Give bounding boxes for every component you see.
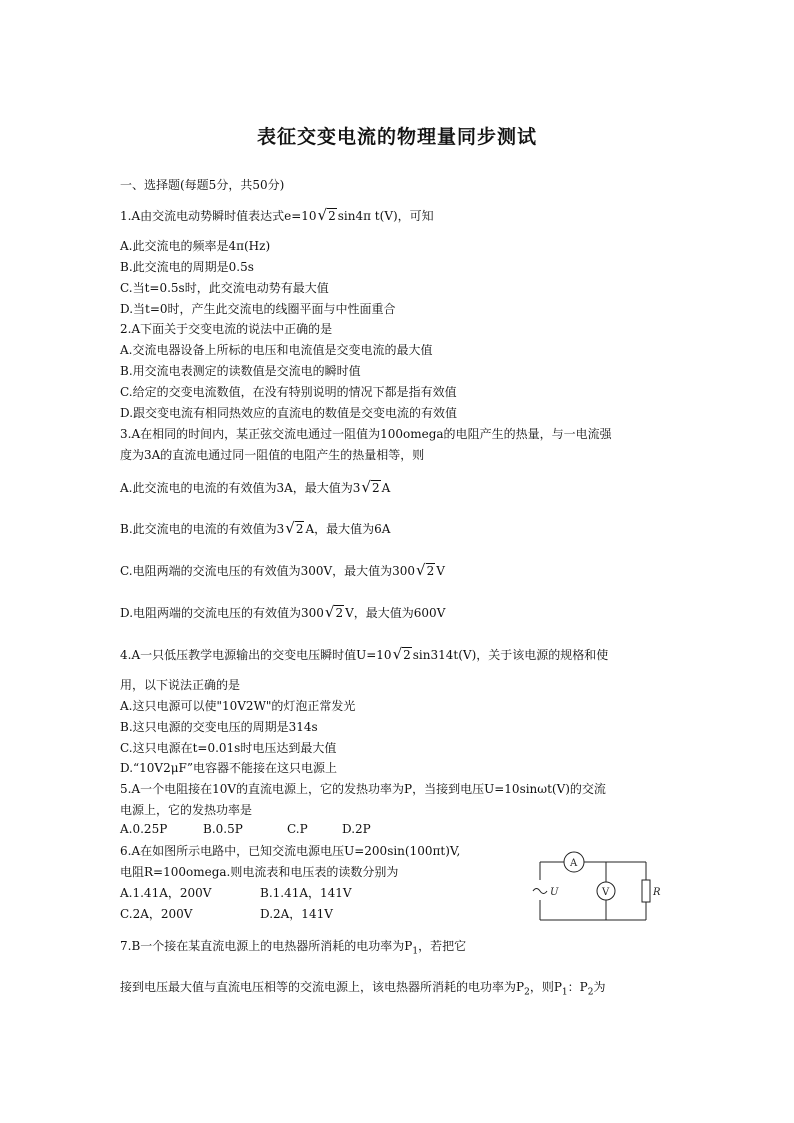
q3-option-c-text-before: C.电阻两端的交流电压的有效值为300V，最大值为300 (120, 564, 416, 578)
sqrt-radicand: 2 (426, 564, 435, 578)
q3-option-c (120, 561, 445, 579)
sqrt-symbol: √2 (324, 603, 344, 621)
q4-stem-line1 (120, 645, 608, 663)
q6-options-row2 (120, 905, 333, 922)
q3-option-b-text-before: B.此交流电的电流的有效值为3 (120, 522, 285, 536)
q1-option-a: A.此交流电的频率是4π(Hz) (120, 239, 271, 253)
q3-option-d-text-before: D.电阻两端的交流电压的有效值为300 (120, 606, 324, 620)
q3-option-a (120, 478, 390, 496)
q4-option-b: B.这只电源的交变电压的周期是314s (120, 720, 318, 734)
q5-option-b: B.0.5P (203, 822, 243, 836)
sqrt-radicand: 2 (328, 209, 336, 223)
q5-stem-line2: 电源上，它的发热功率是 (120, 803, 253, 817)
subscript: 2 (524, 987, 530, 998)
q2-option-b: B.用交流电表测定的读数值是交流电的瞬时值 (120, 364, 361, 378)
q3-option-c-text-after: V (436, 564, 445, 578)
q7-line2-colon: ：P (567, 980, 588, 994)
q2-option-a: A.交流电器设备上所标的电压和电流值是交变电流的最大值 (120, 343, 433, 357)
q6-option-c: C.2A，200V (120, 907, 193, 921)
q5-option-d: D.2P (342, 822, 371, 836)
circuit-diagram (524, 848, 670, 930)
q1-stem-text-before: 1.A由交流电动势瞬时值表达式e=10 (120, 209, 317, 223)
q6-stem-line1: 6.A在如图所示电路中，已知交流电源电压U=200sin(100πt)V, (120, 844, 461, 858)
q3-option-d (120, 603, 445, 621)
q2-option-d: D.跟交变电流有相同热效应的直流电的数值是交变电流的有效值 (120, 406, 458, 420)
q3-option-a-text-after: A (381, 481, 391, 495)
subscript: 1 (561, 987, 568, 998)
q7-line2-text: 接到电压最大值与直流电压相等的交流电源上，该电热器所消耗的电功率为P (120, 980, 525, 994)
subscript: 1 (412, 946, 419, 957)
q5-stem-line1: 5.A一个电阻接在10V的直流电源上，它的发热功率为P，当接到电压U=10sinωt(V)的交流 (120, 782, 606, 796)
q1-stem (120, 206, 434, 224)
q6-options-row1 (120, 884, 352, 901)
q2-stem: 2.A下面关于交变电流的说法中正确的是 (120, 322, 333, 336)
sqrt-symbol: √2 (392, 645, 411, 663)
section-heading: 一、选择题(每题5分，共50分) (120, 178, 285, 192)
q6-option-d: D.2A，141V (260, 907, 333, 921)
sqrt-symbol: √2 (416, 561, 435, 579)
ammeter-label: A (570, 858, 578, 869)
resistor (642, 880, 650, 902)
sqrt-radicand: 2 (295, 522, 304, 536)
q4-option-a: A.这只电源可以使"10V2W"的灯泡正常发光 (120, 699, 356, 713)
voltmeter-label: V (602, 887, 610, 898)
ac-source-icon (533, 889, 547, 894)
q1-option-d: D.当t=0时，产生此交流电的线圈平面与中性面重合 (120, 302, 396, 316)
subscript: 2 (587, 987, 594, 998)
q4-stem-line2: 用，以下说法正确的是 (120, 678, 241, 692)
sqrt-symbol: √2 (285, 519, 304, 537)
page-title: 表征交变电流的物理量同步测试 (256, 126, 537, 148)
sqrt-symbol: √2 (361, 478, 380, 496)
sqrt-symbol: √2 (317, 206, 336, 224)
q6-option-b: B.1.41A，141V (260, 886, 352, 900)
q4-stem-text-before: 4.A一只低压教学电源输出的交变电压瞬时值U=10 (120, 648, 392, 662)
q7-line2-text-after: 为 (593, 980, 606, 994)
q7-line1 (120, 937, 466, 956)
q7-line1-text-after: ，若把它 (418, 939, 467, 953)
sqrt-radicand: 2 (371, 481, 380, 495)
q2-option-c: C.给定的交变电流数值，在没有特别说明的情况下都是指有效值 (120, 385, 457, 399)
q7-line2-text-mid: ，则P (529, 980, 562, 994)
sqrt-radicand: 2 (335, 606, 344, 620)
q1-option-b: B.此交流电的周期是0.5s (120, 260, 254, 274)
q3-option-b-text-after: A，最大值为6A (305, 522, 391, 536)
q7-line2 (120, 978, 605, 997)
source-label: U (550, 887, 559, 898)
q5-options (120, 822, 371, 836)
q1-option-c: C.当t=0.5s时，此交流电动势有最大值 (120, 281, 329, 295)
q6-option-a: A.1.41A，200V (120, 886, 212, 900)
q5-option-a: A.0.25P (120, 822, 168, 836)
q3-option-b (120, 519, 390, 537)
q5-option-c: C.P (287, 822, 308, 836)
q4-option-d: D.“10V2μF”电容器不能接在这只电源上 (120, 761, 337, 775)
q3-stem-line1: 3.A在相同的时间内，某正弦交流电通过一阻值为100omega的电阻产生的热量，与一电流强 (120, 427, 612, 441)
q1-stem-text-after: sin4π t(V)，可知 (337, 209, 434, 223)
q4-stem-text-after: sin314t(V)，关于该电源的规格和使 (412, 648, 609, 662)
sqrt-radicand: 2 (403, 648, 411, 662)
q4-option-c: C.这只电源在t=0.01s时电压达到最大值 (120, 741, 337, 755)
resistor-label: R (653, 887, 661, 898)
q6-stem-line2: 电阻R=100omega.则电流表和电压表的读数分别为 (120, 865, 399, 879)
q3-option-a-text-before: A.此交流电的电流的有效值为3A，最大值为3 (120, 481, 361, 495)
q7-line1-text: 7.B一个接在某直流电源上的电热器所消耗的电功率为P (120, 939, 413, 953)
q3-option-d-text-after: V，最大值为600V (345, 606, 446, 620)
q3-stem-line2: 度为3A的直流电通过同一阻值的电阻产生的热量相等，则 (120, 448, 425, 462)
